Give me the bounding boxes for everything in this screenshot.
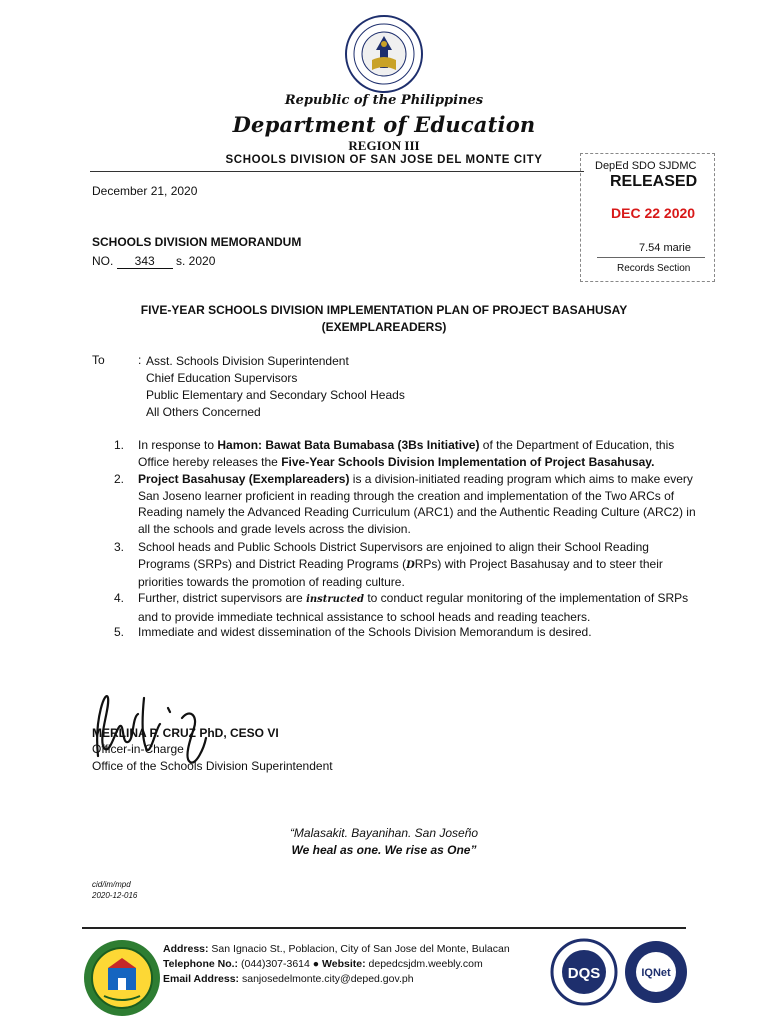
stamp-time: 7.54 marie [639,242,691,254]
paragraph-number: 4. [114,591,125,605]
iqnet-certification-logo [622,932,690,1016]
division-heading: SCHOOLS DIVISION OF SAN JOSE DEL MONTE CITY [225,154,543,166]
recipient-item: Chief Education Supervisors [146,371,298,385]
to-label: To [92,353,105,367]
paragraph-text [138,471,698,537]
memo-type: SCHOOLS DIVISION MEMORANDUM [92,235,302,249]
text-run: RPs) with Project Basahusay and to steer their priorities towards the promotion of reading culture. [138,556,663,589]
recipient-list [146,353,405,421]
plan-name: Five-Year Schools Division Implementation of Project Basahusay. [281,454,655,469]
svg-text:DQS: DQS [567,965,601,982]
website-value: depedcsjdm.weebly.com [365,958,483,970]
text-run: Further, district supervisors are [138,591,307,605]
memo-number-prefix: NO. [92,254,117,268]
deped-seal-logo [344,14,424,94]
paragraph-text [138,590,698,625]
header-rule [90,171,584,172]
paragraph-text [138,539,698,591]
to-colon: : [138,353,142,367]
memo-number [92,254,215,269]
footer-address [163,943,510,955]
recipient-item: Public Elementary and Secondary School Heads [146,388,405,402]
text-run: to conduct regular monitoring of the implementation of SRPs and to provide immediate technical assistance to school heads and reading teachers. [138,591,689,624]
stamp-section: Records Section [617,263,691,274]
handwritten-correction: instructed [306,594,364,605]
bullet-separator: ● [312,958,320,970]
website-label: Website: [319,958,366,970]
motto-line-2: We heal as one. We rise as One” [291,843,477,857]
memo-date: December 21, 2020 [92,184,198,198]
initiative-name: Hamon: Bawat Bata [217,438,331,452]
paragraph-number: 1. [114,438,125,452]
email-value: sanjosedelmonte.city@deped.gov.ph [239,973,414,985]
text-run: of the Department of Education, this Office hereby releases the [138,438,675,469]
address-label: Address: [163,943,209,955]
department-heading: Department of Education [232,112,536,137]
iso-certification-logo [548,932,620,1016]
paragraph-number: 3. [114,540,125,554]
region-heading: REGION III [348,138,420,153]
footer-contact [163,958,483,970]
initiative-name-cont: Bumabasa (3Bs Initiative) [333,438,480,452]
subject-line-2: (EXEMPLAREADERS) [321,320,447,334]
signatory-office: Office of the Schools Division Superintendent [92,759,333,773]
svg-text:IQNet: IQNet [641,967,671,979]
paragraph-number: 2. [114,472,125,486]
sdo-logo [82,938,162,1018]
email-label: Email Address: [163,973,240,985]
paragraph-text [138,437,698,470]
signatory-title: Officer-in-Charge [92,742,184,756]
subject-line-1: FIVE-YEAR SCHOOLS DIVISION IMPLEMENTATION PLAN OF PROJECT BASAHUSAY [140,303,628,317]
memo-number-suffix: s. 2020 [172,254,216,268]
recipient-item: All Others Concerned [146,405,261,419]
telephone-label: Telephone No.: [163,958,239,970]
memo-subject [0,302,768,336]
signatory-name: MERLINA P. CRUZ PhD, CESO VI [92,726,279,740]
handwritten-correction: D [406,559,415,571]
reference-initials: cid/im/mpd [92,880,131,889]
paragraph-text: Immediate and widest dissemination of the Schools Division Memorandum is desired. [138,625,592,639]
memo-number-value: 343 [117,254,173,269]
stamp-signature-line [597,257,705,258]
project-name: Project Basahusay (Exemplareaders) [138,472,350,486]
footer-rule [82,927,686,929]
telephone-value: (044)307-3614 [238,958,313,970]
republic-heading: Republic of the Philippines [284,93,484,108]
paragraph-number: 5. [114,625,125,639]
stamp-date: DEC 22 2020 [611,205,696,221]
text-run: In response to [138,438,218,452]
address-value: San Ignacio St., Poblacion, City of San Jose del Monte, Bulacan [208,943,510,955]
reference-code: 2020-12-016 [92,891,138,900]
stamp-status: RELEASED [610,173,698,190]
motto-line-1: “Malasakit. Bayanihan. San Joseño [289,826,479,840]
recipient-item: Asst. Schools Division Superintendent [146,354,349,368]
stamp-office: DepEd SDO SJDMC [595,160,697,172]
text-run: is a division-initiated reading program which aims to make every San Joseno learner proficient in reading through the creation and implementation of the Two ARCs of Reading namely the Advanced Reading Curriculum (ARC1) and the Authentic Reading Culture (ARC2) in all the schools and grade levels across the division. [138,472,696,536]
footer-email [163,973,414,985]
text-run: School heads and Public Schools District Supervisors are enjoined to align their School Reading Programs (SRPs) and District Reading Programs ( [138,540,649,571]
